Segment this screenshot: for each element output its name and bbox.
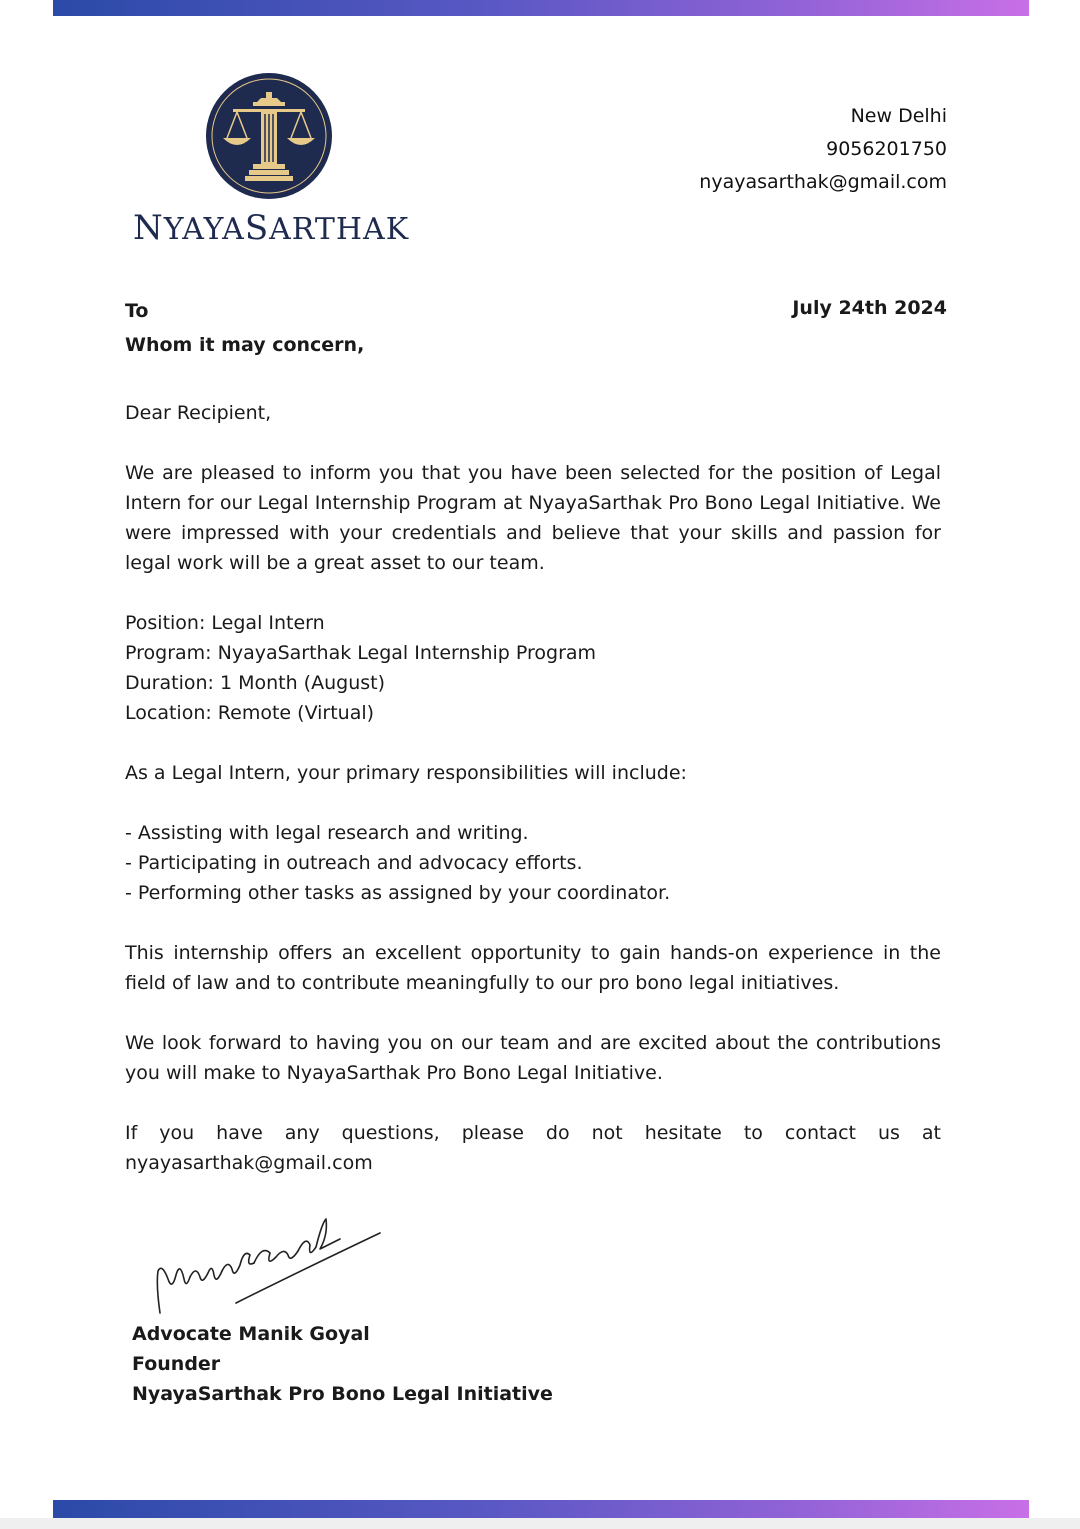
recipient-line: Whom it may concern, — [125, 334, 365, 356]
bottom-gradient-band — [53, 1500, 1029, 1518]
paragraph-contact: If you have any questions, please do not hesitate to contact us at nyayasarthak@gmail.com — [125, 1122, 941, 1174]
contact-block — [699, 100, 947, 199]
signatory-block — [132, 1319, 553, 1409]
to-label: To — [125, 300, 149, 322]
letter-date: July 24th 2024 — [792, 297, 947, 319]
contact-phone: 9056201750 — [826, 138, 947, 160]
signatory-name: Advocate Manik Goyal — [132, 1323, 370, 1345]
responsibility-item: - Participating in outreach and advocacy efforts. — [125, 852, 583, 874]
handwritten-signature — [150, 1205, 390, 1320]
detail-duration: Duration: 1 Month (August) — [125, 672, 385, 694]
paragraph-selection: We are pleased to inform you that you have been selected for the position of Legal Intern for our Legal Internship Program at NyayaSarthak Pro Bono Legal Initiative. We were impressed with your credentials and believe that your skills and passion for legal work will be a great asset to our team. — [125, 462, 941, 574]
top-gradient-band — [53, 0, 1029, 16]
scales-of-justice-logo-icon — [205, 72, 333, 200]
detail-location: Location: Remote (Virtual) — [125, 702, 375, 724]
responsibilities-intro: As a Legal Intern, your primary responsibilities will include: — [125, 762, 687, 784]
position-details — [125, 608, 941, 728]
detail-program: Program: NyayaSarthak Legal Internship Program — [125, 642, 597, 664]
detail-position: Position: Legal Intern — [125, 612, 325, 634]
responsibilities-list — [125, 818, 941, 908]
footer-strip — [0, 1518, 1080, 1529]
addressee-block — [125, 294, 364, 362]
signatory-organization: NyayaSarthak Pro Bono Legal Initiative — [132, 1383, 553, 1405]
contact-email: nyayasarthak@gmail.com — [699, 171, 947, 193]
paragraph-opportunity: This internship offers an excellent opportunity to gain hands-on experience in the field of law and to contribute meaningfully to our pro bono legal initiatives. — [125, 942, 941, 994]
signatory-title: Founder — [132, 1353, 221, 1375]
letter-body — [125, 398, 941, 1208]
contact-city: New Delhi — [850, 105, 947, 127]
paragraph-welcome: We look forward to having you on our team and are excited about the contributions you will make to NyayaSarthak Pro Bono Legal Initiative. — [125, 1032, 941, 1084]
brand-wordmark: NYAYASARTHAK — [133, 208, 410, 248]
responsibility-item: - Performing other tasks as assigned by your coordinator. — [125, 882, 671, 904]
responsibility-item: - Assisting with legal research and writing. — [125, 822, 529, 844]
salutation: Dear Recipient, — [125, 402, 272, 424]
